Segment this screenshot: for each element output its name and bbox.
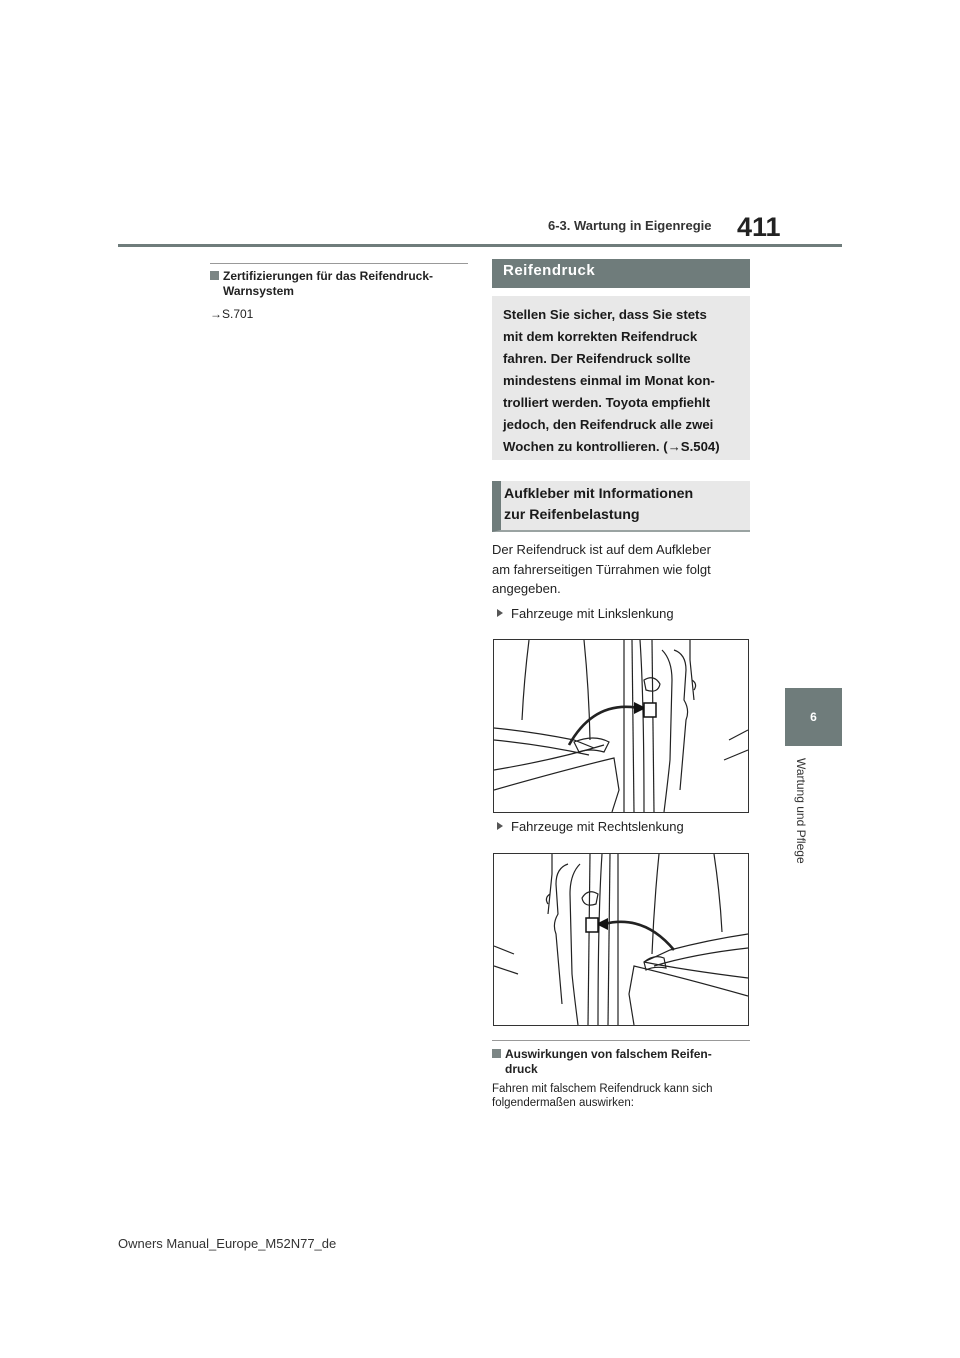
- chapter-number: 6: [810, 710, 817, 724]
- chapter-side-label: [790, 758, 808, 888]
- certification-heading: [210, 269, 470, 299]
- door-frame-drawing-rhd: [494, 854, 748, 1025]
- chapter-title: Wartung und Pflege: [794, 758, 808, 864]
- footer-text: Owners Manual_Europe_M52N77_de: [118, 1236, 337, 1251]
- info-line: mindestens einmal im Monat kon-: [503, 373, 715, 388]
- square-bullet-icon: [210, 271, 219, 280]
- body-line: am fahrerseitigen Türrahmen wie folgt: [492, 561, 711, 577]
- info-line: fahren. Der Reifendruck sollte: [503, 351, 691, 366]
- wrong-pressure-heading-line1: Auswirkungen von falschem Reifen-: [505, 1047, 712, 1061]
- body-paragraph: [492, 540, 750, 599]
- info-line: jedoch, den Reifendruck alle zwei: [503, 417, 714, 432]
- bullet-lhd-label: Fahrzeuge mit Linkslenkung: [511, 606, 674, 621]
- section-title-line2: zur Reifenbelastung: [504, 507, 640, 523]
- info-line: mit dem korrekten Reifendruck: [503, 329, 698, 344]
- right-divider: [492, 1040, 750, 1041]
- door-frame-illustration-rhd: [493, 853, 749, 1026]
- body-line: angegeben.: [492, 581, 561, 596]
- body-line: Der Reifendruck ist auf dem Aufkleber: [492, 542, 711, 557]
- triangle-bullet-icon: [497, 822, 503, 830]
- door-frame-illustration-lhd: [493, 639, 749, 813]
- info-line: trolliert werden. Toyota empfiehlt: [503, 395, 711, 410]
- header-rule: [118, 244, 842, 247]
- section-title-tire-label: [492, 481, 750, 532]
- section-banner-reifendruck: Reifendruck: [492, 259, 750, 288]
- info-line: Stellen Sie sicher, dass Sie stets: [503, 307, 707, 322]
- paragraph-line: Fahren mit falschem Reifendruck kann sich: [492, 1083, 713, 1095]
- section-title-line1: Aufkleber mit Informationen: [504, 486, 694, 502]
- paragraph-line: folgendermaßen auswirken:: [492, 1097, 634, 1109]
- certification-heading-line2: Warnsystem: [223, 284, 294, 298]
- info-line[interactable]: Wochen zu kontrollieren. (→S.504): [503, 439, 720, 454]
- certification-heading-line1: Zertifizierungen für das Reifendruck-: [223, 269, 434, 283]
- bullet-lhd: [497, 606, 674, 621]
- section-header: 6-3. Wartung in Eigenregie: [548, 218, 712, 233]
- triangle-bullet-icon: [497, 609, 503, 617]
- certification-reference[interactable]: →S.701: [210, 307, 254, 321]
- wrong-pressure-heading-line2: druck: [505, 1062, 538, 1076]
- chapter-tab: [785, 688, 842, 746]
- wrong-pressure-paragraph: [492, 1082, 752, 1110]
- info-box: [492, 296, 750, 460]
- square-bullet-icon: [492, 1049, 501, 1058]
- bullet-rhd: [497, 819, 684, 834]
- page-number: 411: [737, 212, 781, 242]
- left-divider: [210, 263, 468, 264]
- door-frame-drawing-lhd: [494, 640, 748, 812]
- bullet-rhd-label: Fahrzeuge mit Rechtslenkung: [511, 819, 684, 834]
- wrong-pressure-heading: [492, 1047, 752, 1077]
